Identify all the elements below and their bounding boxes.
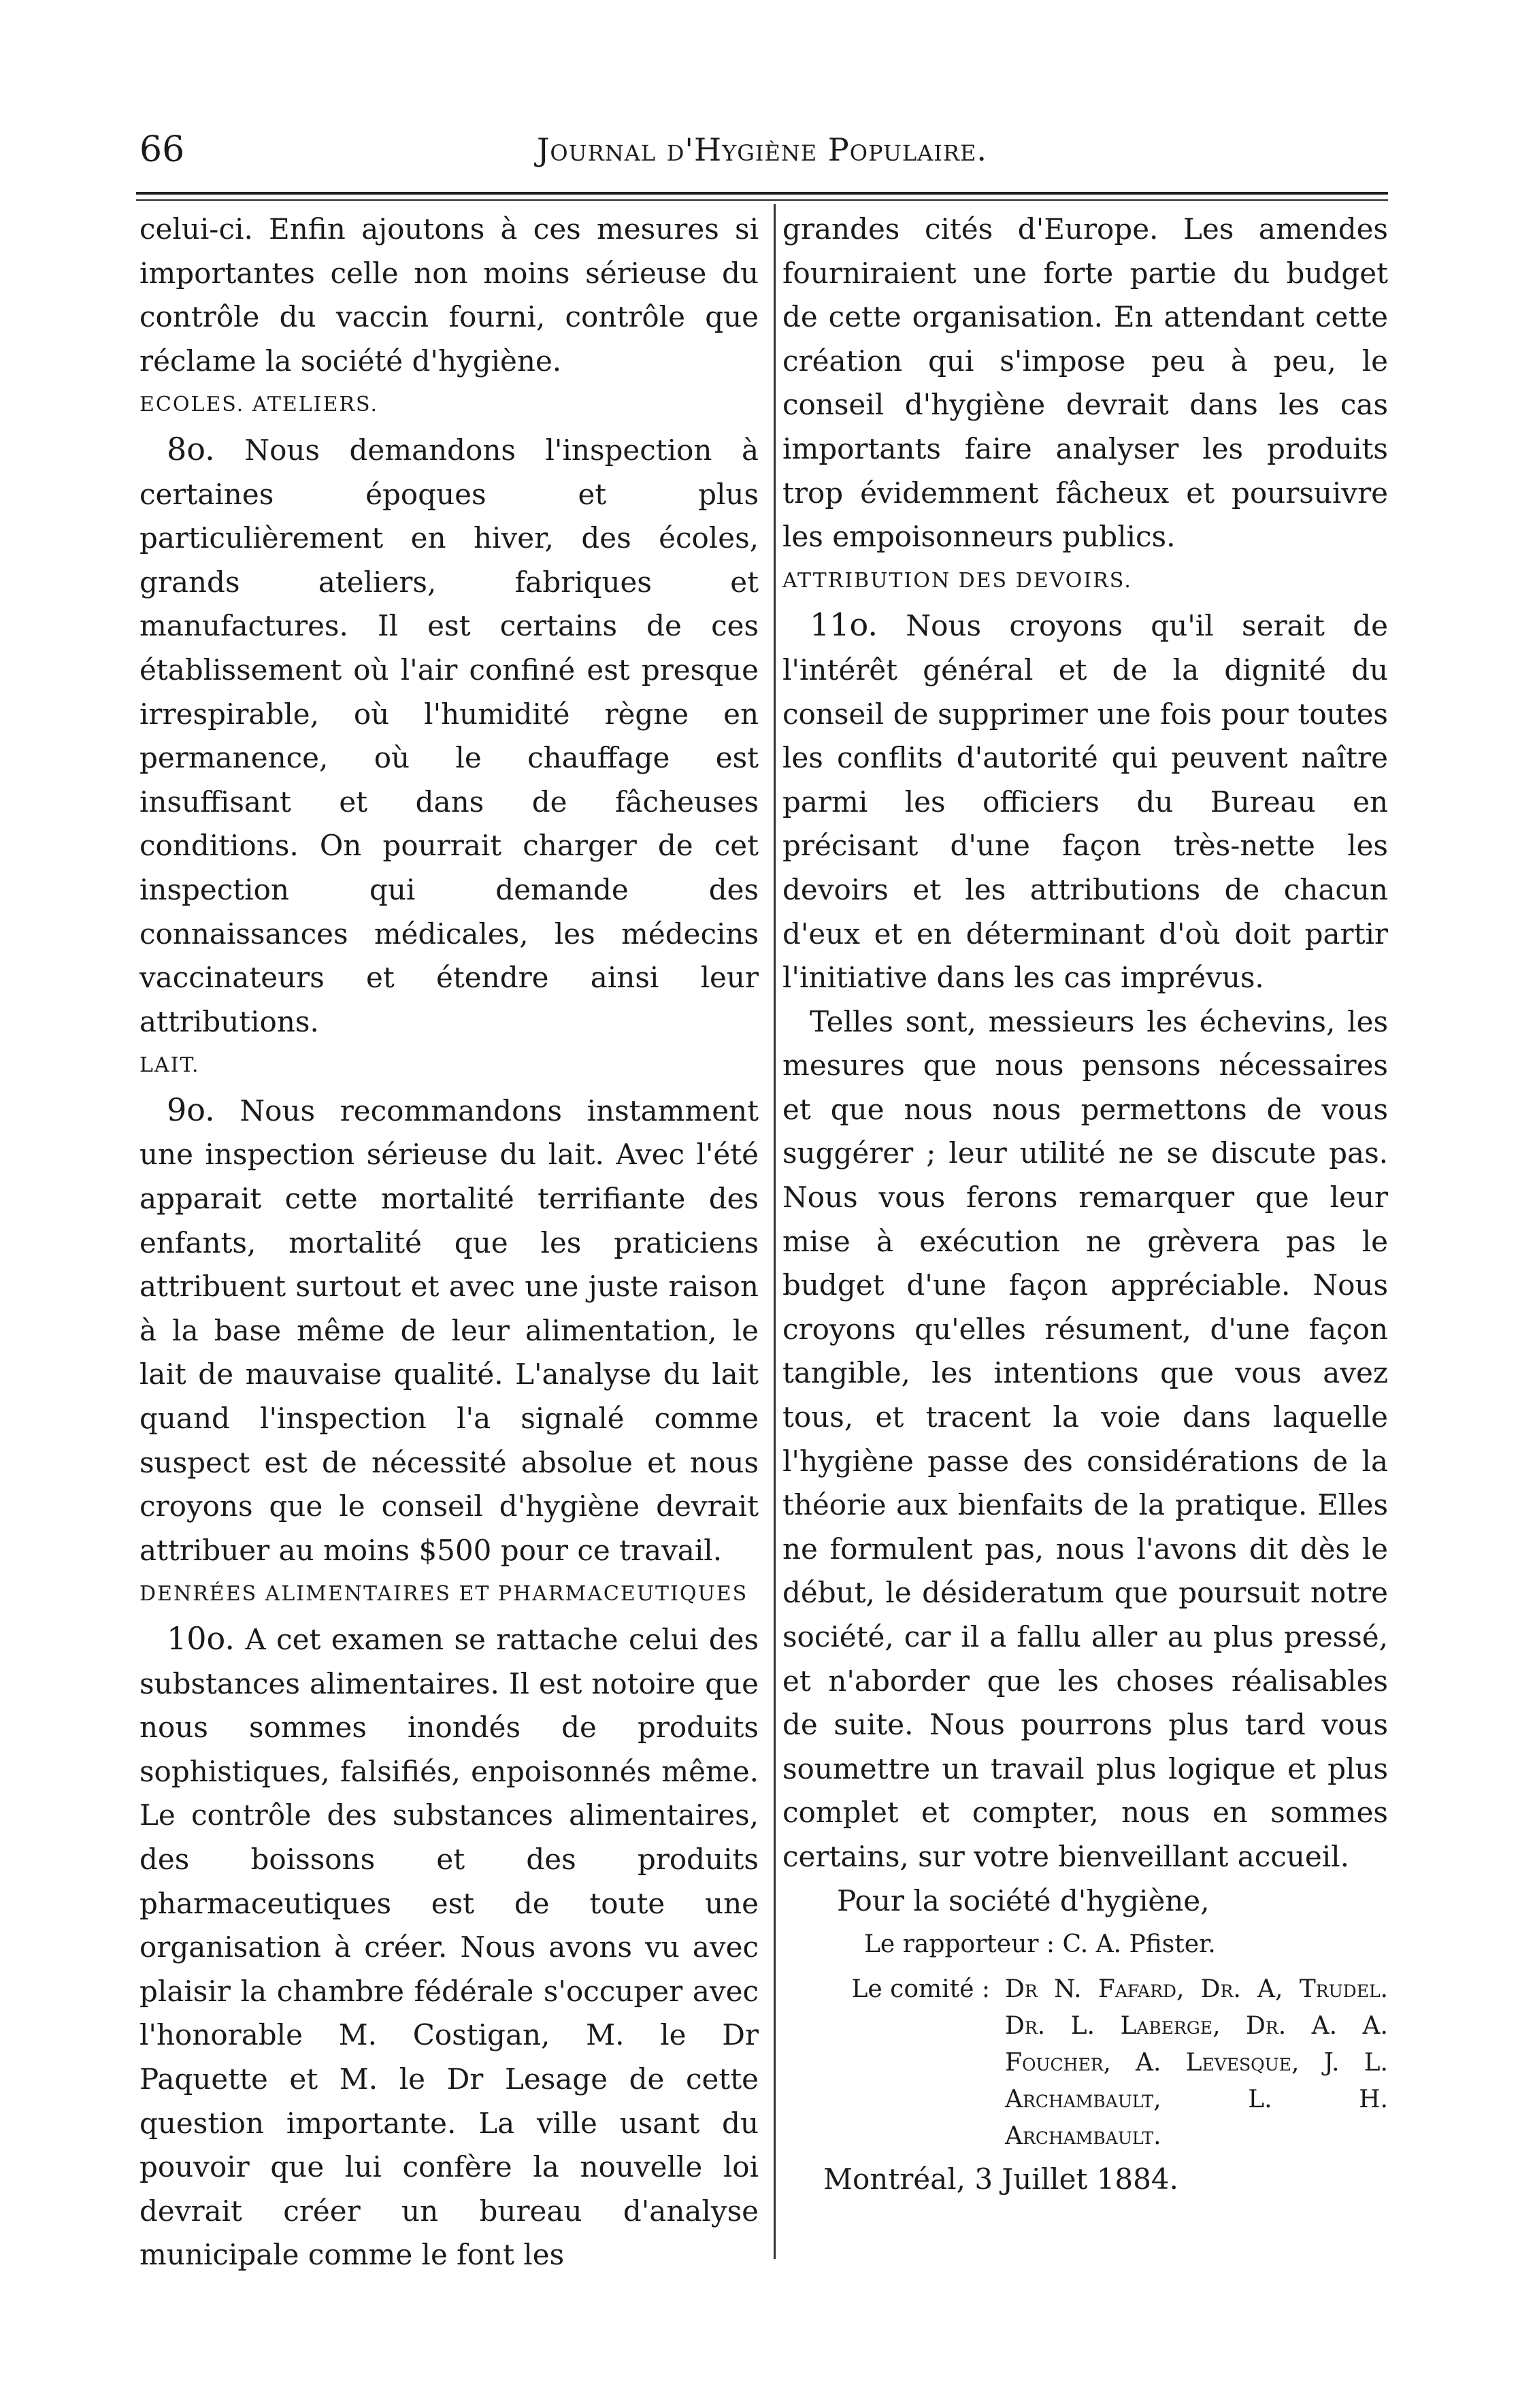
paragraph-number: 9o. — [167, 1091, 215, 1128]
section-heading-attribution: ATTRIBUTION DES DEVOIRS. — [782, 568, 1132, 593]
signature-rapporteur: Le rapporteur : C. A. Pfister. — [864, 1930, 1216, 1959]
paragraph-number: 10o. — [167, 1620, 235, 1657]
committee-label: Le comité : — [851, 1975, 990, 2003]
paragraph-9 — [139, 1088, 759, 1573]
page-number: 66 — [139, 129, 185, 170]
paragraph-text: Nous recommandons instamment une inspection sérieuse du lait. Avec l'été apparait cette mortalité terrifiante des enfants, mortalité que les praticiens attribuent surtout et avec une juste raison à la base même de leur alimentation, le lait de mauvaise qualité. L'analyse du lait quand l'inspection l'a signalé comme suspect est de nécessité absolue et nous croyons que le conseil d'hygiène devrait attribuer au moins $500 pour ce travail. — [139, 1093, 759, 1567]
signature-block — [782, 1879, 1388, 2202]
paragraph-8 — [139, 427, 759, 1044]
section-heading-ecoles: ECOLES. ATELIERS. — [139, 393, 379, 417]
section-heading-lait: LAIT. — [139, 1053, 200, 1078]
paragraph-text: Nous croyons qu'il serait de l'intérêt général et de la dignité du conseil de supprimer une fois pour toutes les conflits d'autorité qui peuvent naître parmi les officiers du Bureau en précisant d'une façon très-nette les devoirs et les attributions de chacun d'eux et en déterminant d'où doit partir l'initiative dans les cas imprévus. — [782, 609, 1388, 995]
paragraph-text: A cet examen se rattache celui des substances alimentaires. Il est notoire que nous sommes inondés de produits sophistiques, falsifiés, enpoisonnés même. Le contrôle des substances alimentaires, des boissons et des produits pharmaceutiques est de toute une organisation à créer. Nous avons vu avec plaisir la chambre fédérale s'occuper avec l'honorable M. Costigan, M. le Dr Paquette et M. le Dr Lesage de cette question importante. La ville usant du pouvoir que lui confère la nouvelle loi devrait créer un bureau d'analyse municipale comme le font les — [139, 1623, 759, 2272]
left-column — [139, 208, 759, 2277]
committee-block — [782, 1971, 1388, 2155]
paragraph-10 — [139, 1617, 759, 2277]
header-rule-thin — [136, 199, 1388, 201]
column-divider — [774, 204, 776, 2259]
committee-names: Dr N. Fafard, Dr. A, Trudel. Dr. L. Laberge, Dr. A. A. Foucher, A. Levesque, J. L. Archambault, L. H. Archambault. — [1005, 1975, 1388, 2150]
paragraph-11 — [782, 603, 1388, 1000]
section-heading-denrees: DENRÉES ALIMENTAIRES ET PHARMACEUTIQUES — [139, 1582, 748, 1606]
paragraph-continuation: celui-ci. Enfin ajoutons à ces mesures si importantes celle non moins sérieuse du contrôle du vaccin fourni, contrôle que réclame la société d'hygiène. — [139, 212, 759, 378]
running-title: Journal d'Hygiène Populaire. — [536, 131, 987, 168]
paragraph-continuation: grandes cités d'Europe. Les amendes fourniraient une forte partie du budget de cette organisation. En attendant cette création qui s'impose peu à peu, le conseil d'hygiène devrait dans les cas importants faire analyser les produits trop évidemment fâcheux et poursuivre les empoisonneurs publics. — [782, 212, 1388, 554]
paragraph-number: 11o. — [810, 606, 878, 644]
header-rule-thick — [136, 192, 1388, 195]
paragraph-text: Nous demandons l'inspection à certaines époques et plus particulièrement en hiver, des écoles, grands ateliers, fabriques et manufactures. Il est certains de ces établissement où l'air confiné est presque irrespirable, où l'humidité règne en permanence, où le chauffage est insuffisant et dans de fâcheuses conditions. On pourrait charger de cet inspection qui demande des connaissances médicales, les médecins vaccinateurs et étendre ainsi leur attributions. — [139, 433, 759, 1038]
paragraph-number: 8o. — [167, 430, 215, 467]
signature-for-society: Pour la société d'hygiène, — [837, 1883, 1210, 1917]
right-column — [782, 208, 1388, 2201]
paragraph-conclusion: Telles sont, messieurs les échevins, les mesures que nous pensons nécessaires et que nous nous permettons de vous suggérer ; leur utilité ne se discute pas. Nous vous ferons remarquer que leur mise à exécution ne grèvera pas le budget d'une façon appréciable. Nous croyons qu'elles résument, d'une façon tangible, les intentions que vous avez tous, et tracent la voie dans laquelle l'hygiène passe des considérations de la théorie aux bienfaits de la pratique. Elles ne formulent pas, nous l'avons dit dès le début, le désideratum que poursuit notre société, car il a fallu aller au plus pressé, et n'aborder que les choses réalisables de suite. Nous pourrons plus tard vous soumettre un travail plus logique et plus complet et compter, nous en sommes certains, sur votre bienveillant accueil. — [782, 1004, 1388, 1873]
dateline: Montréal, 3 Juillet 1884. — [823, 2162, 1178, 2196]
page-header — [139, 122, 1385, 177]
